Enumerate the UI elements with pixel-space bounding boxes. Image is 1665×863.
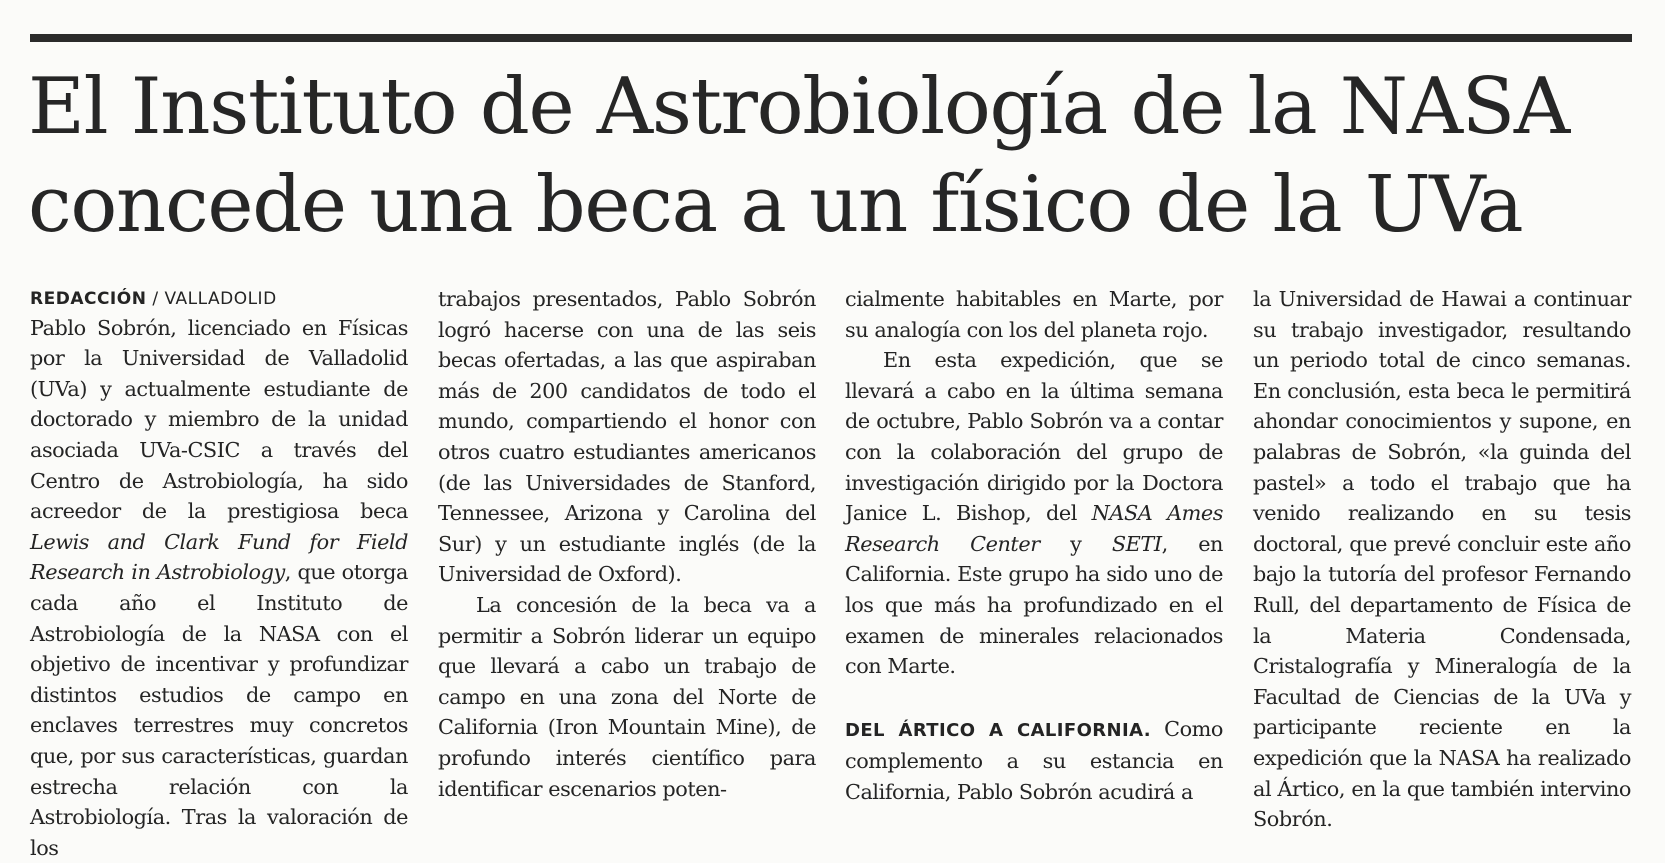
paragraph-3-conjunction: y (1039, 531, 1112, 556)
paragraph-1-text-a: Pablo Sobrón, licenciado en Físicas por la Universidad de Valladolid (UVa) y actualmente estudiante de doctorado y miembro de la unidad asociada UVa-CSIC a través del Centro de Astrobiología, ha sido acreedor de la prestigiosa beca (30, 315, 408, 524)
article-column-1 (30, 284, 408, 863)
paragraph-1 (30, 313, 408, 863)
headline-line-1: El Instituto de Astrobiología de la NASA (28, 62, 1569, 152)
paragraph-2-continued: cialmente habitables en Marte, por su analogía con los del planeta rojo. (845, 287, 1223, 342)
paragraph-3-text-b: , en California. Este grupo ha sido uno de los que más ha profundizado en el examen de minerales relacionados con Marte. (845, 531, 1223, 679)
paragraph-3-text-a: En esta expedición, que se llevará a cabo en la última semana de octubre, Pablo Sobrón va a contar con la colaboración del grupo de investigación dirigido por la Doctora Janice L. Bishop, del (845, 348, 1223, 526)
top-rule (30, 34, 1632, 42)
article-column-3 (845, 284, 1223, 808)
seti-name: SETI (1111, 531, 1162, 556)
paragraph-4 (845, 714, 1223, 808)
article-column-4 (1253, 284, 1631, 835)
paragraph-1-continued: trabajos presentados, Pablo Sobrón logró hacerse con una de las seis becas ofertadas, a las que aspiraban más de 200 candidatos de todo el mundo, compartiendo el honor con otros cuatro estudiantes americanos (de las Universidades de Stanford, Tennessee, Arizona y Carolina del Sur) y un estudiante inglés (de la Universidad de Oxford). (438, 287, 816, 587)
article-column-2 (438, 284, 816, 804)
byline (30, 284, 408, 315)
subheading: DEL ÁRTICO A CALIFORNIA. (845, 719, 1151, 741)
byline-author: REDACCIÓN (30, 289, 147, 309)
paragraph-3 (845, 345, 1223, 682)
byline-separator: / (146, 289, 165, 309)
headline-line-2: concede una beca a un físico de la UVa (28, 160, 1523, 250)
nasa-ames-name: NASA Ames Research Center (845, 501, 1223, 556)
paragraph-2: La concesión de la beca va a permitir a Sobrón liderar un equipo que llevará a cabo un trabajo de campo en una zona del Norte de California (Iron Mountain Mine), de profundo interés científico para identificar escenarios poten- (438, 592, 816, 801)
byline-place: VALLADOLID (164, 289, 277, 309)
paragraph-1-text-b: , que otorga cada año el Instituto de Astrobiología de la NASA con el objetivo de incentivar y profundizar distintos estudios de campo en enclaves terrestres muy concretos que, por sus características, guardan estrecha relación con la Astrobiología. Tras la valoración de los (30, 560, 408, 860)
paragraph-4-continued: la Universidad de Hawai a continuar su trabajo investigador, resultando un periodo total de cinco semanas. En conclusión, esta beca le permitirá ahondar conocimientos y supone, en palabras de Sobrón, «la guinda del pastel» a todo el trabajo que ha venido realizando en su tesis doctoral, que prevé concluir este año bajo la tutoría del profesor Fernando Rull, del departamento de Física de la Materia Condensada, Cristalografía y Mineralogía de la Facultad de Ciencias de la UVa y participante reciente en la expedición que la NASA ha realizado al Ártico, en la que también intervino Sobrón. (1253, 287, 1631, 832)
paragraph-4-text: Como complemento a su estancia en California, Pablo Sobrón acudirá a (845, 716, 1223, 804)
scholarship-name: Lewis and Clark Fund for Field Research in Astrobiology (30, 529, 408, 585)
headline (28, 58, 1648, 254)
